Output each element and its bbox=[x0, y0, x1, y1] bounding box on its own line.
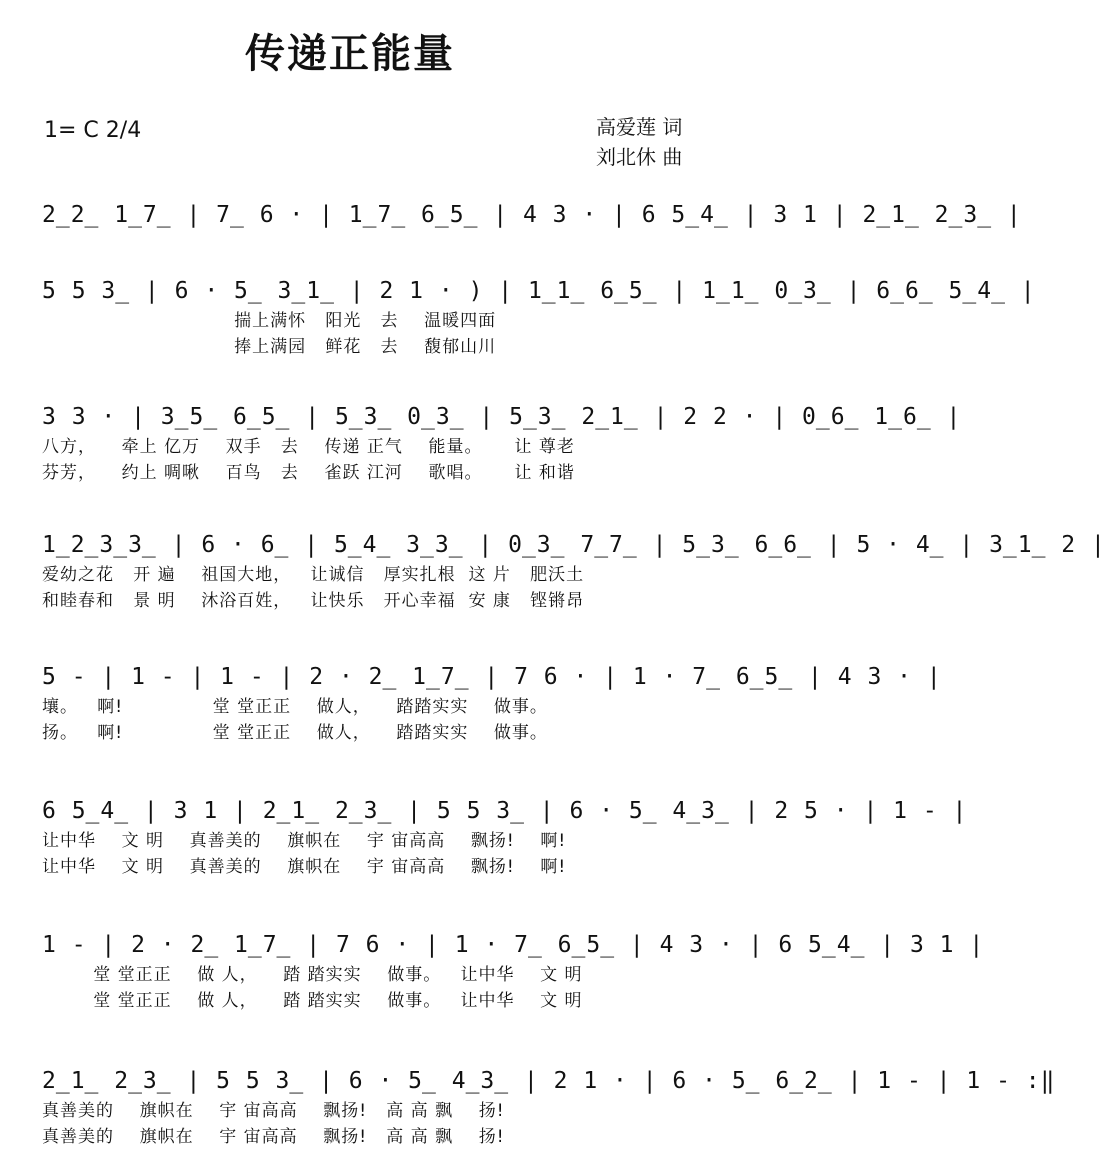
score-system-8 bbox=[42, 1066, 1056, 1150]
lyric-verse-2: 真善美的 旗帜在 宇 宙高高 飘扬! 高 高 飘 扬! bbox=[42, 1127, 505, 1147]
lyric-verse-1: 让中华 文 明 真善美的 旗帜在 宇 宙高高 飘扬! 啊! bbox=[42, 831, 567, 851]
lyric-verse-2: 堂 堂正正 做 人， 踏 踏实实 做事。 让中华 文 明 bbox=[42, 991, 583, 1011]
lyric-verse-2: 捧上满园 鲜花 去 馥郁山川 bbox=[42, 337, 497, 357]
notation-line: 2̲2̲ 1̲7̲ | 7̲ 6 · | 1̲7̲ 6̲5̲ | 4 3 · | 6 5̲4̲ | 3 1 | 2̲1̲ 2̲3̲ | bbox=[42, 202, 1022, 228]
notation-line: 1 - | 2 · 2̲ 1̲7̲ | 7 6 · | 1 · 7̲ 6̲5̲ | 4 3 · | 6 5̲4̲ | 3 1 | bbox=[42, 932, 985, 958]
notation-line: 3 3 · | 3̲5̲ 6̲5̲ | 5̲3̲ 0̲3̲ | 5̲3̲ 2̲1̲ | 2 2 · | 0̲6̲ 1̲6̲ | bbox=[42, 404, 962, 430]
score-system-7 bbox=[42, 930, 985, 1014]
score-system-2 bbox=[42, 276, 1036, 360]
notation-line: 2̲1̲ 2̲3̲ | 5 5 3̲ | 6 · 5̲ 4̲3̲ | 2 1 · | 6 · 5̲ 6̲2̲ | 1 - | 1 - :‖ bbox=[42, 1068, 1056, 1094]
lyric-verse-2: 芬芳， 约上 啁啾 百鸟 去 雀跃 江河 歌唱。 让 和谐 bbox=[42, 463, 575, 483]
lyric-verse-1: 揣上满怀 阳光 去 温暖四面 bbox=[42, 311, 497, 331]
notation-line: 5 - | 1 - | 1 - | 2 · 2̲ 1̲7̲ | 7 6 · | 1 · 7̲ 6̲5̲ | 4 3 · | bbox=[42, 664, 942, 690]
lyric-verse-2: 扬。 啊! 堂 堂正正 做人， 踏踏实实 做事。 bbox=[42, 723, 548, 743]
notation-line: 5 5 3̲ | 6 · 5̲ 3̲1̲ | 2 1 · ) | 1̲1̲ 6̲5̲ | 1̲1̲ 0̲3̲ | 6̲6̲ 5̲4̲ | bbox=[42, 278, 1036, 304]
composer: 刘北休 曲 bbox=[596, 145, 683, 169]
score-system-5 bbox=[42, 662, 942, 746]
notation-line: 1̲2̲3̲3̲ | 6 · 6̲ | 5̲4̲ 3̲3̲ | 0̲3̲ 7̲7̲ | 5̲3̲ 6̲6̲ | 5 · 4̲ | 3̲1̲ 2 | bbox=[42, 532, 1106, 558]
score-system-6 bbox=[42, 796, 968, 880]
lyric-verse-1: 爱幼之花 开 遍 祖国大地， 让诚信 厚实扎根 这 片 肥沃土 bbox=[42, 565, 585, 585]
score-system-4 bbox=[42, 530, 1106, 614]
score-system-3 bbox=[42, 402, 962, 486]
song-title: 传递正能量 bbox=[245, 30, 455, 77]
lyric-verse-1: 八方， 牵上 亿万 双手 去 传递 正气 能量。 让 尊老 bbox=[42, 437, 575, 457]
lyricist: 高爱莲 词 bbox=[596, 115, 683, 139]
notation-line: 6 5̲4̲ | 3 1 | 2̲1̲ 2̲3̲ | 5 5 3̲ | 6 · 5̲ 4̲3̲ | 2 5 · | 1 - | bbox=[42, 798, 968, 824]
lyric-verse-2: 和睦春和 景 明 沐浴百姓， 让快乐 开心幸福 安 康 铿锵昂 bbox=[42, 591, 585, 611]
lyric-verse-1: 真善美的 旗帜在 宇 宙高高 飘扬! 高 高 飘 扬! bbox=[42, 1101, 505, 1121]
lyric-verse-1: 堂 堂正正 做 人， 踏 踏实实 做事。 让中华 文 明 bbox=[42, 965, 583, 985]
lyric-verse-2: 让中华 文 明 真善美的 旗帜在 宇 宙高高 飘扬! 啊! bbox=[42, 857, 567, 877]
key-signature: 1= C 2/4 bbox=[44, 118, 142, 143]
lyric-verse-1: 壤。 啊! 堂 堂正正 做人， 踏踏实实 做事。 bbox=[42, 697, 548, 717]
score-system-1 bbox=[42, 200, 1022, 232]
credits bbox=[596, 112, 682, 172]
